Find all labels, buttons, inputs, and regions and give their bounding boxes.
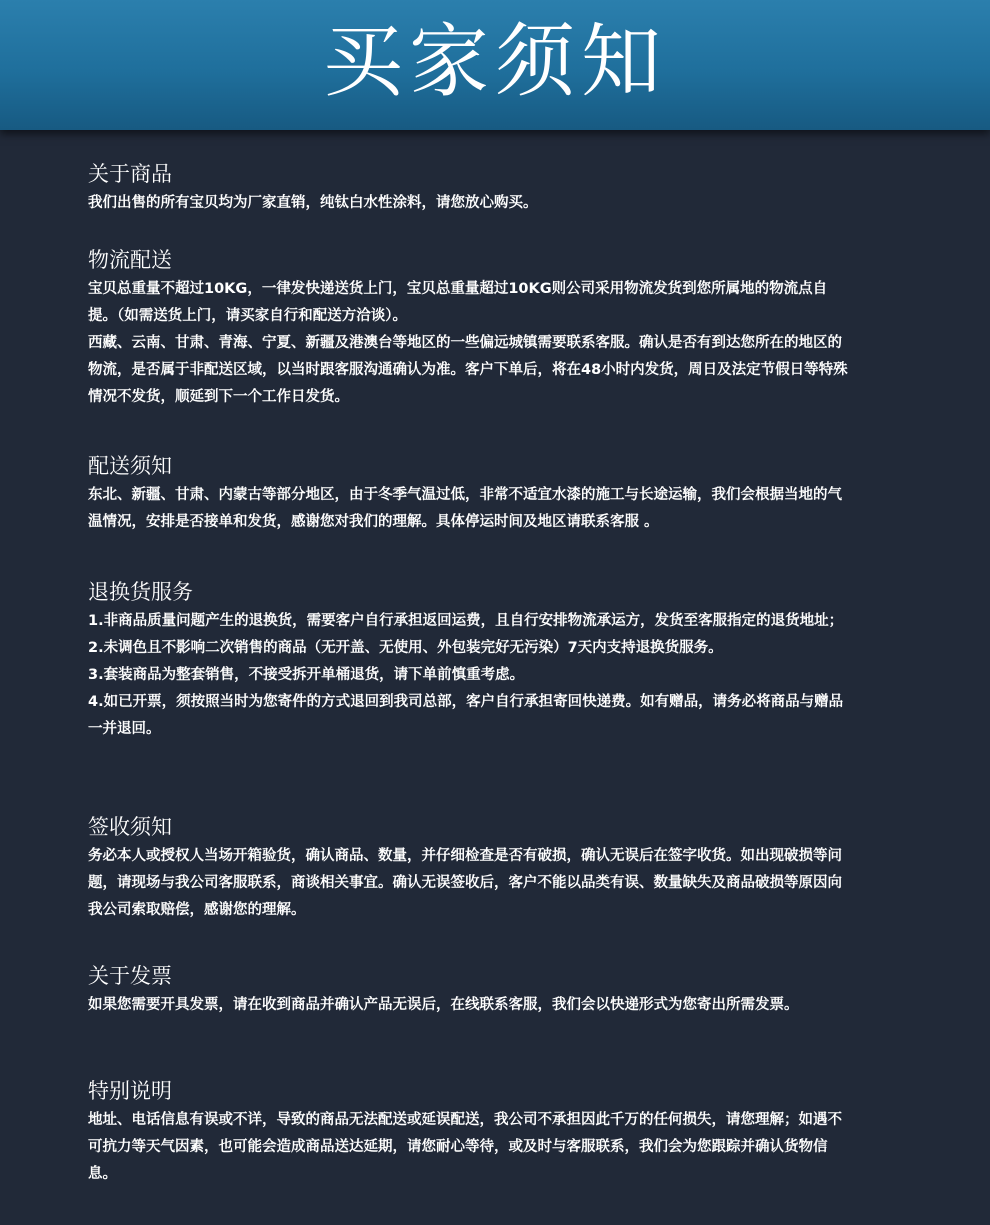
section-delivery-notice — [88, 450, 848, 536]
section-paragraph: 1.非商品质量问题产生的退换货，需要客户自行承担返回运费，且自行安排物流承运方，发货至客服指定的退货地址； — [88, 613, 844, 629]
section-paragraph: 4.如已开票，须按照当时为您寄件的方式退回到我司总部，客户自行承担寄回快递费。如有赠品，请务必将商品与赠品一并退回。 — [88, 694, 844, 737]
section-paragraph: 3.套装商品为整套销售，不接受拆开单桶退货，请下单前慎重考虑。 — [88, 667, 525, 683]
section-title: 特别说明 — [88, 1079, 172, 1103]
section-paragraph: 务必本人或授权人当场开箱验货，确认商品、数量，并仔细检查是否有破损，确认无误后在签字收货。如出现破损等问题，请现场与我公司客服联系，商谈相关事宜。确认无误签收后，客户不能以品类有误、数量缺失及商品破损等原因向我公司索取赔偿，感谢您的理解。 — [88, 848, 842, 918]
section-title: 退换货服务 — [88, 580, 193, 604]
page-title: 买家须知 — [323, 15, 667, 108]
section-title: 关于发票 — [88, 964, 172, 988]
section-invoice — [88, 960, 848, 1019]
section-paragraph: 东北、新疆、甘肃、内蒙古等部分地区，由于冬季气温过低，非常不适宜水漆的施工与长途运输，我们会根据当地的气温情况，安排是否接单和发货，感谢您对我们的理解。具体停运时间及地区请联系客服 。 — [88, 487, 842, 530]
section-paragraph: 2.未调色且不影响二次销售的商品（无开盖、无使用、外包装完好无污染）7天内支持退换货服务。 — [88, 640, 723, 656]
header-banner — [0, 0, 990, 130]
section-paragraph: 我们出售的所有宝贝均为厂家直销，纯钛白水性涂料，请您放心购买。 — [88, 195, 538, 211]
section-title: 签收须知 — [88, 815, 172, 839]
section-about-product — [88, 158, 848, 217]
section-title: 关于商品 — [88, 162, 172, 186]
section-title: 物流配送 — [88, 248, 172, 272]
section-special-notes — [88, 1075, 848, 1188]
section-paragraph: 如果您需要开具发票，请在收到商品并确认产品无误后，在线联系客服，我们会以快递形式为您寄出所需发票。 — [88, 997, 799, 1013]
section-receipt — [88, 811, 848, 924]
section-paragraph: 西藏、云南、甘肃、青海、宁夏、新疆及港澳台等地区的一些偏远城镇需要联系客服。确认是否有到达您所在的地区的物流，是否属于非配送区域，以当时跟客服沟通确认为准。客户下单后，将在48小时内发货，周日及法定节假日等特殊情况不发货，顺延到下一个工作日发货。 — [88, 335, 848, 405]
section-logistics — [88, 244, 848, 411]
section-title: 配送须知 — [88, 454, 172, 478]
section-returns — [88, 576, 848, 743]
section-paragraph: 宝贝总重量不超过10KG，一律发快递送货上门，宝贝总重量超过10KG则公司采用物流发货到您所属地的物流点自提。（如需送货上门，请买家自行和配送方洽谈）。 — [88, 281, 828, 324]
section-paragraph: 地址、电话信息有误或不详，导致的商品无法配送或延误配送，我公司不承担因此千万的任何损失，请您理解；如遇不可抗力等天气因素，也可能会造成商品送达延期，请您耐心等待，或及时与客服联系，我们会为您跟踪并确认货物信息。 — [88, 1112, 842, 1182]
